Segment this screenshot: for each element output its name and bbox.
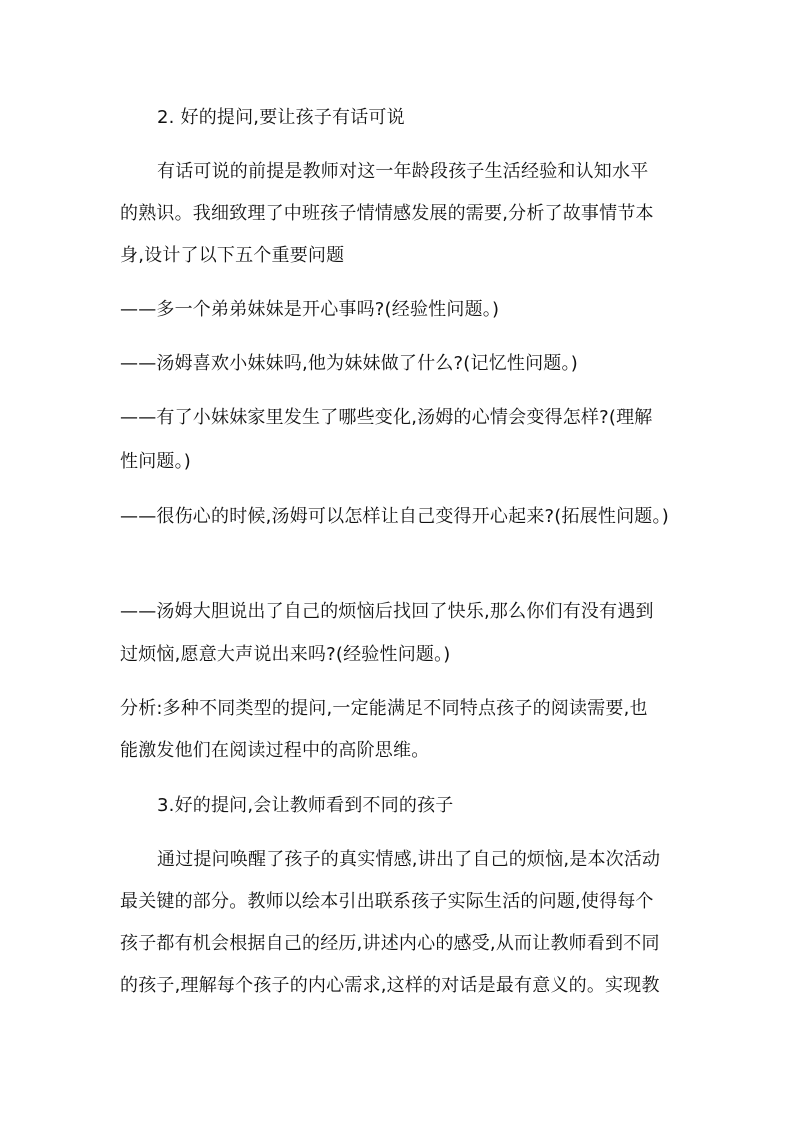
question-item: ——汤姆大胆说出了自己的烦恼后找回了快乐,那么你们有没有遇到 xyxy=(120,601,654,622)
paragraph-line: 最关键的部分。教师以绘本引出联系孩子实际生活的问题,使得每个 xyxy=(120,891,654,912)
analysis-line: 能激发他们在阅读过程中的高阶思维。 xyxy=(120,740,430,761)
analysis-line: 分析:多种不同类型的提问,一定能满足不同特点孩子的阅读需要,也 xyxy=(120,698,648,719)
question-item: ——多一个弟弟妹妹是开心事吗?(经验性问题。) xyxy=(120,299,500,320)
question-item-continuation: 性问题。) xyxy=(120,451,192,472)
paragraph-line: 身,设计了以下五个重要问题 xyxy=(120,245,345,266)
question-item: ——汤姆喜欢小妹妹吗,他为妹妹做了什么?(记忆性问题。) xyxy=(120,353,578,374)
paragraph-line: 通过提问唤醒了孩子的真实情感,讲出了自己的烦恼,是本次活动 xyxy=(157,849,661,870)
paragraph-line: 的熟识。我细致理了中班孩子情情感发展的需要,分析了故事情节本 xyxy=(120,203,654,224)
paragraph-line: 的孩子,理解每个孩子的内心需求,这样的对话是最有意义的。实现教 xyxy=(120,975,660,996)
section-heading-2: 2. 好的提问,要让孩子有话可说 xyxy=(157,107,405,128)
section-heading-3: 3.好的提问,会让教师看到不同的孩子 xyxy=(157,795,454,816)
question-item: ——很伤心的时候,汤姆可以怎样让自己变得开心起来?(拓展性问题。) xyxy=(120,506,669,527)
question-item-continuation: 过烦恼,愿意大声说出来吗?(经验性问题。) xyxy=(120,644,451,665)
question-item: ——有了小妹妹家里发生了哪些变化,汤姆的心情会变得怎样?(理解 xyxy=(120,407,653,428)
paragraph-line: 孩子都有机会根据自己的经历,讲述内心的感受,从而让教师看到不同 xyxy=(120,933,660,954)
paragraph-line: 有话可说的前提是教师对这一年龄段孩子生活经验和认知水平 xyxy=(157,161,649,182)
